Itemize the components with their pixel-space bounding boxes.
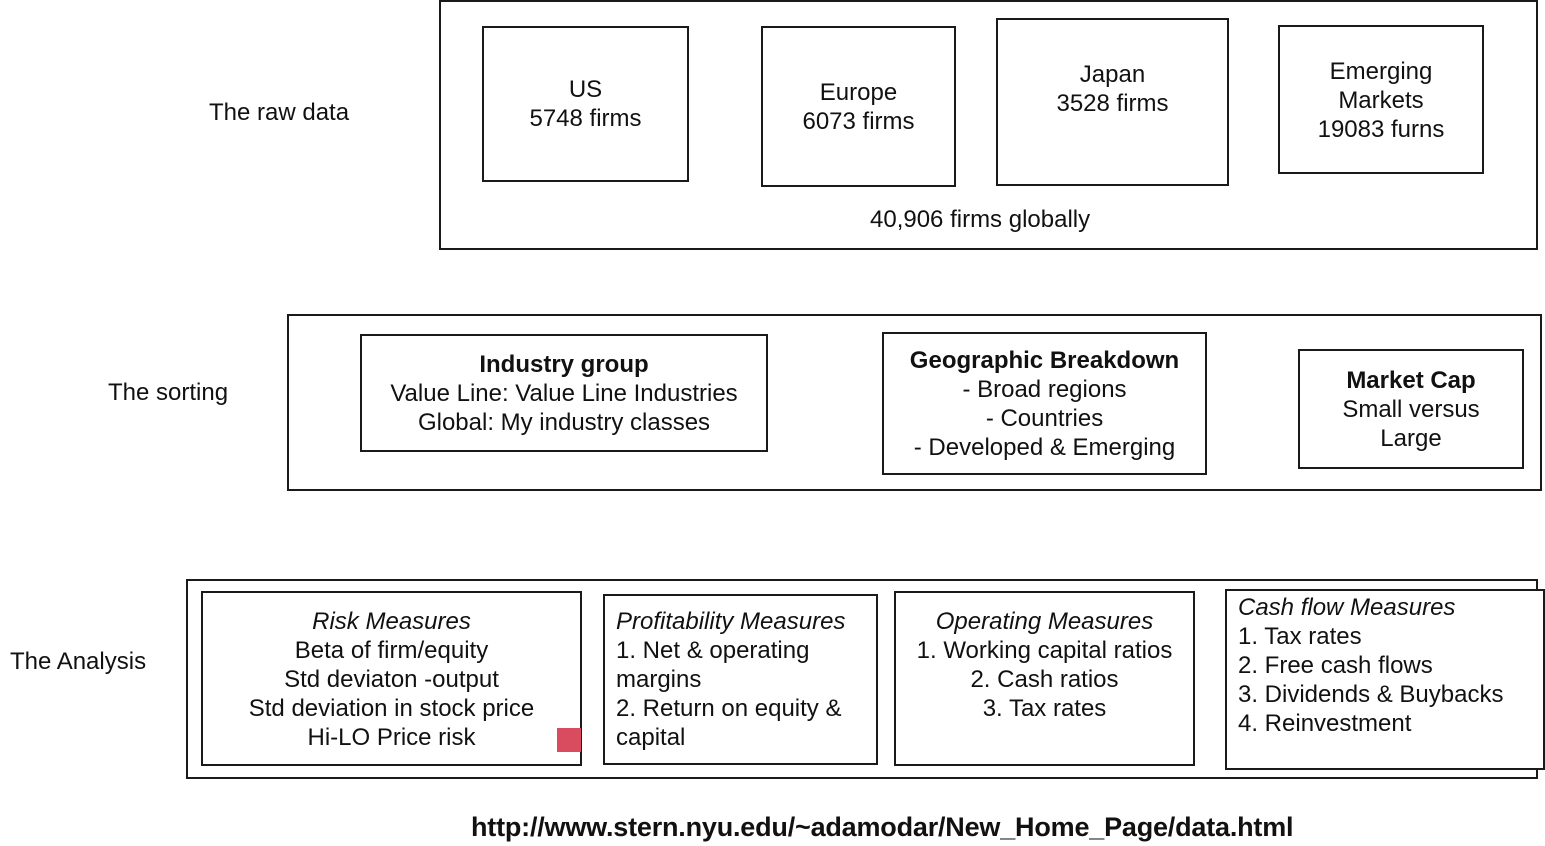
risk-measure-item: Std deviaton -output xyxy=(284,666,499,693)
operating-measures-title: Operating Measures xyxy=(935,608,1154,635)
cash-flow-measure-item: 2. Free cash flows xyxy=(1238,652,1433,679)
profitability-measure-item: margins xyxy=(616,666,702,693)
cash-flow-measures-box xyxy=(1225,589,1545,770)
risk-measures-box xyxy=(201,591,582,766)
cash-flow-measure-item: 3. Dividends & Buybacks xyxy=(1238,681,1504,708)
geographic-breakdown-box xyxy=(882,332,1207,475)
profitability-measures-box xyxy=(603,594,878,765)
industry-group-line: Value Line: Value Line Industries xyxy=(390,379,738,407)
region-name-cont: Markets xyxy=(1338,87,1424,114)
cash-flow-measure-item: 4. Reinvestment xyxy=(1238,710,1412,737)
geographic-breakdown-title: Geographic Breakdown xyxy=(909,346,1180,374)
industry-group-line: Global: My industry classes xyxy=(417,408,711,436)
geographic-breakdown-line: - Countries xyxy=(985,404,1104,432)
region-name: Japan xyxy=(1079,61,1146,88)
region-firm-count: 3528 firms xyxy=(1056,90,1169,117)
profitability-measure-item: 1. Net & operating xyxy=(616,637,810,664)
cash-flow-measure-item: 1. Tax rates xyxy=(1238,623,1362,650)
region-name: US xyxy=(568,76,603,103)
region-box-emerging-markets xyxy=(1278,25,1484,174)
region-box-us xyxy=(482,26,689,182)
geographic-breakdown-line: - Developed & Emerging xyxy=(913,433,1176,461)
region-name: Emerging xyxy=(1329,58,1433,85)
analysis-label: The Analysis xyxy=(10,648,147,675)
region-box-europe xyxy=(761,26,956,187)
risk-measure-item: Beta of firm/equity xyxy=(294,637,489,664)
industry-group-box xyxy=(360,334,768,452)
profitability-measure-item: capital xyxy=(616,724,686,751)
operating-measure-item: 1. Working capital ratios xyxy=(916,637,1173,664)
region-name: Europe xyxy=(819,78,898,106)
market-cap-title: Market Cap xyxy=(1346,366,1476,394)
geographic-breakdown-line: - Broad regions xyxy=(962,375,1127,403)
operating-measure-item: 2. Cash ratios xyxy=(970,666,1119,693)
global-total-text: 40,906 firms globally xyxy=(870,206,1091,233)
operating-measures-box xyxy=(894,591,1195,766)
risk-measures-title: Risk Measures xyxy=(312,608,471,635)
region-box-japan xyxy=(996,18,1229,186)
source-url: http://www.stern.nyu.edu/~adamodar/New_Home_Page/data.html xyxy=(471,812,1294,842)
sorting-label: The sorting xyxy=(108,379,229,406)
red-square-marker xyxy=(557,728,581,752)
region-firm-count: 6073 firms xyxy=(802,107,915,135)
market-cap-line: Small versus xyxy=(1342,395,1480,423)
raw-data-label: The raw data xyxy=(209,99,350,126)
industry-group-title: Industry group xyxy=(479,350,649,378)
market-cap-box xyxy=(1298,349,1524,469)
risk-measure-item: Std deviation in stock price xyxy=(248,695,535,722)
region-firm-count: 19083 furns xyxy=(1317,116,1445,143)
operating-measure-item: 3. Tax rates xyxy=(982,695,1107,722)
risk-measure-item: Hi-LO Price risk xyxy=(307,724,476,751)
market-cap-line: Large xyxy=(1380,424,1442,452)
profitability-measure-item: 2. Return on equity & xyxy=(616,695,842,722)
cash-flow-measures-title: Cash flow Measures xyxy=(1238,594,1456,621)
profitability-measures-title: Profitability Measures xyxy=(616,608,846,635)
region-firm-count: 5748 firms xyxy=(529,105,642,132)
